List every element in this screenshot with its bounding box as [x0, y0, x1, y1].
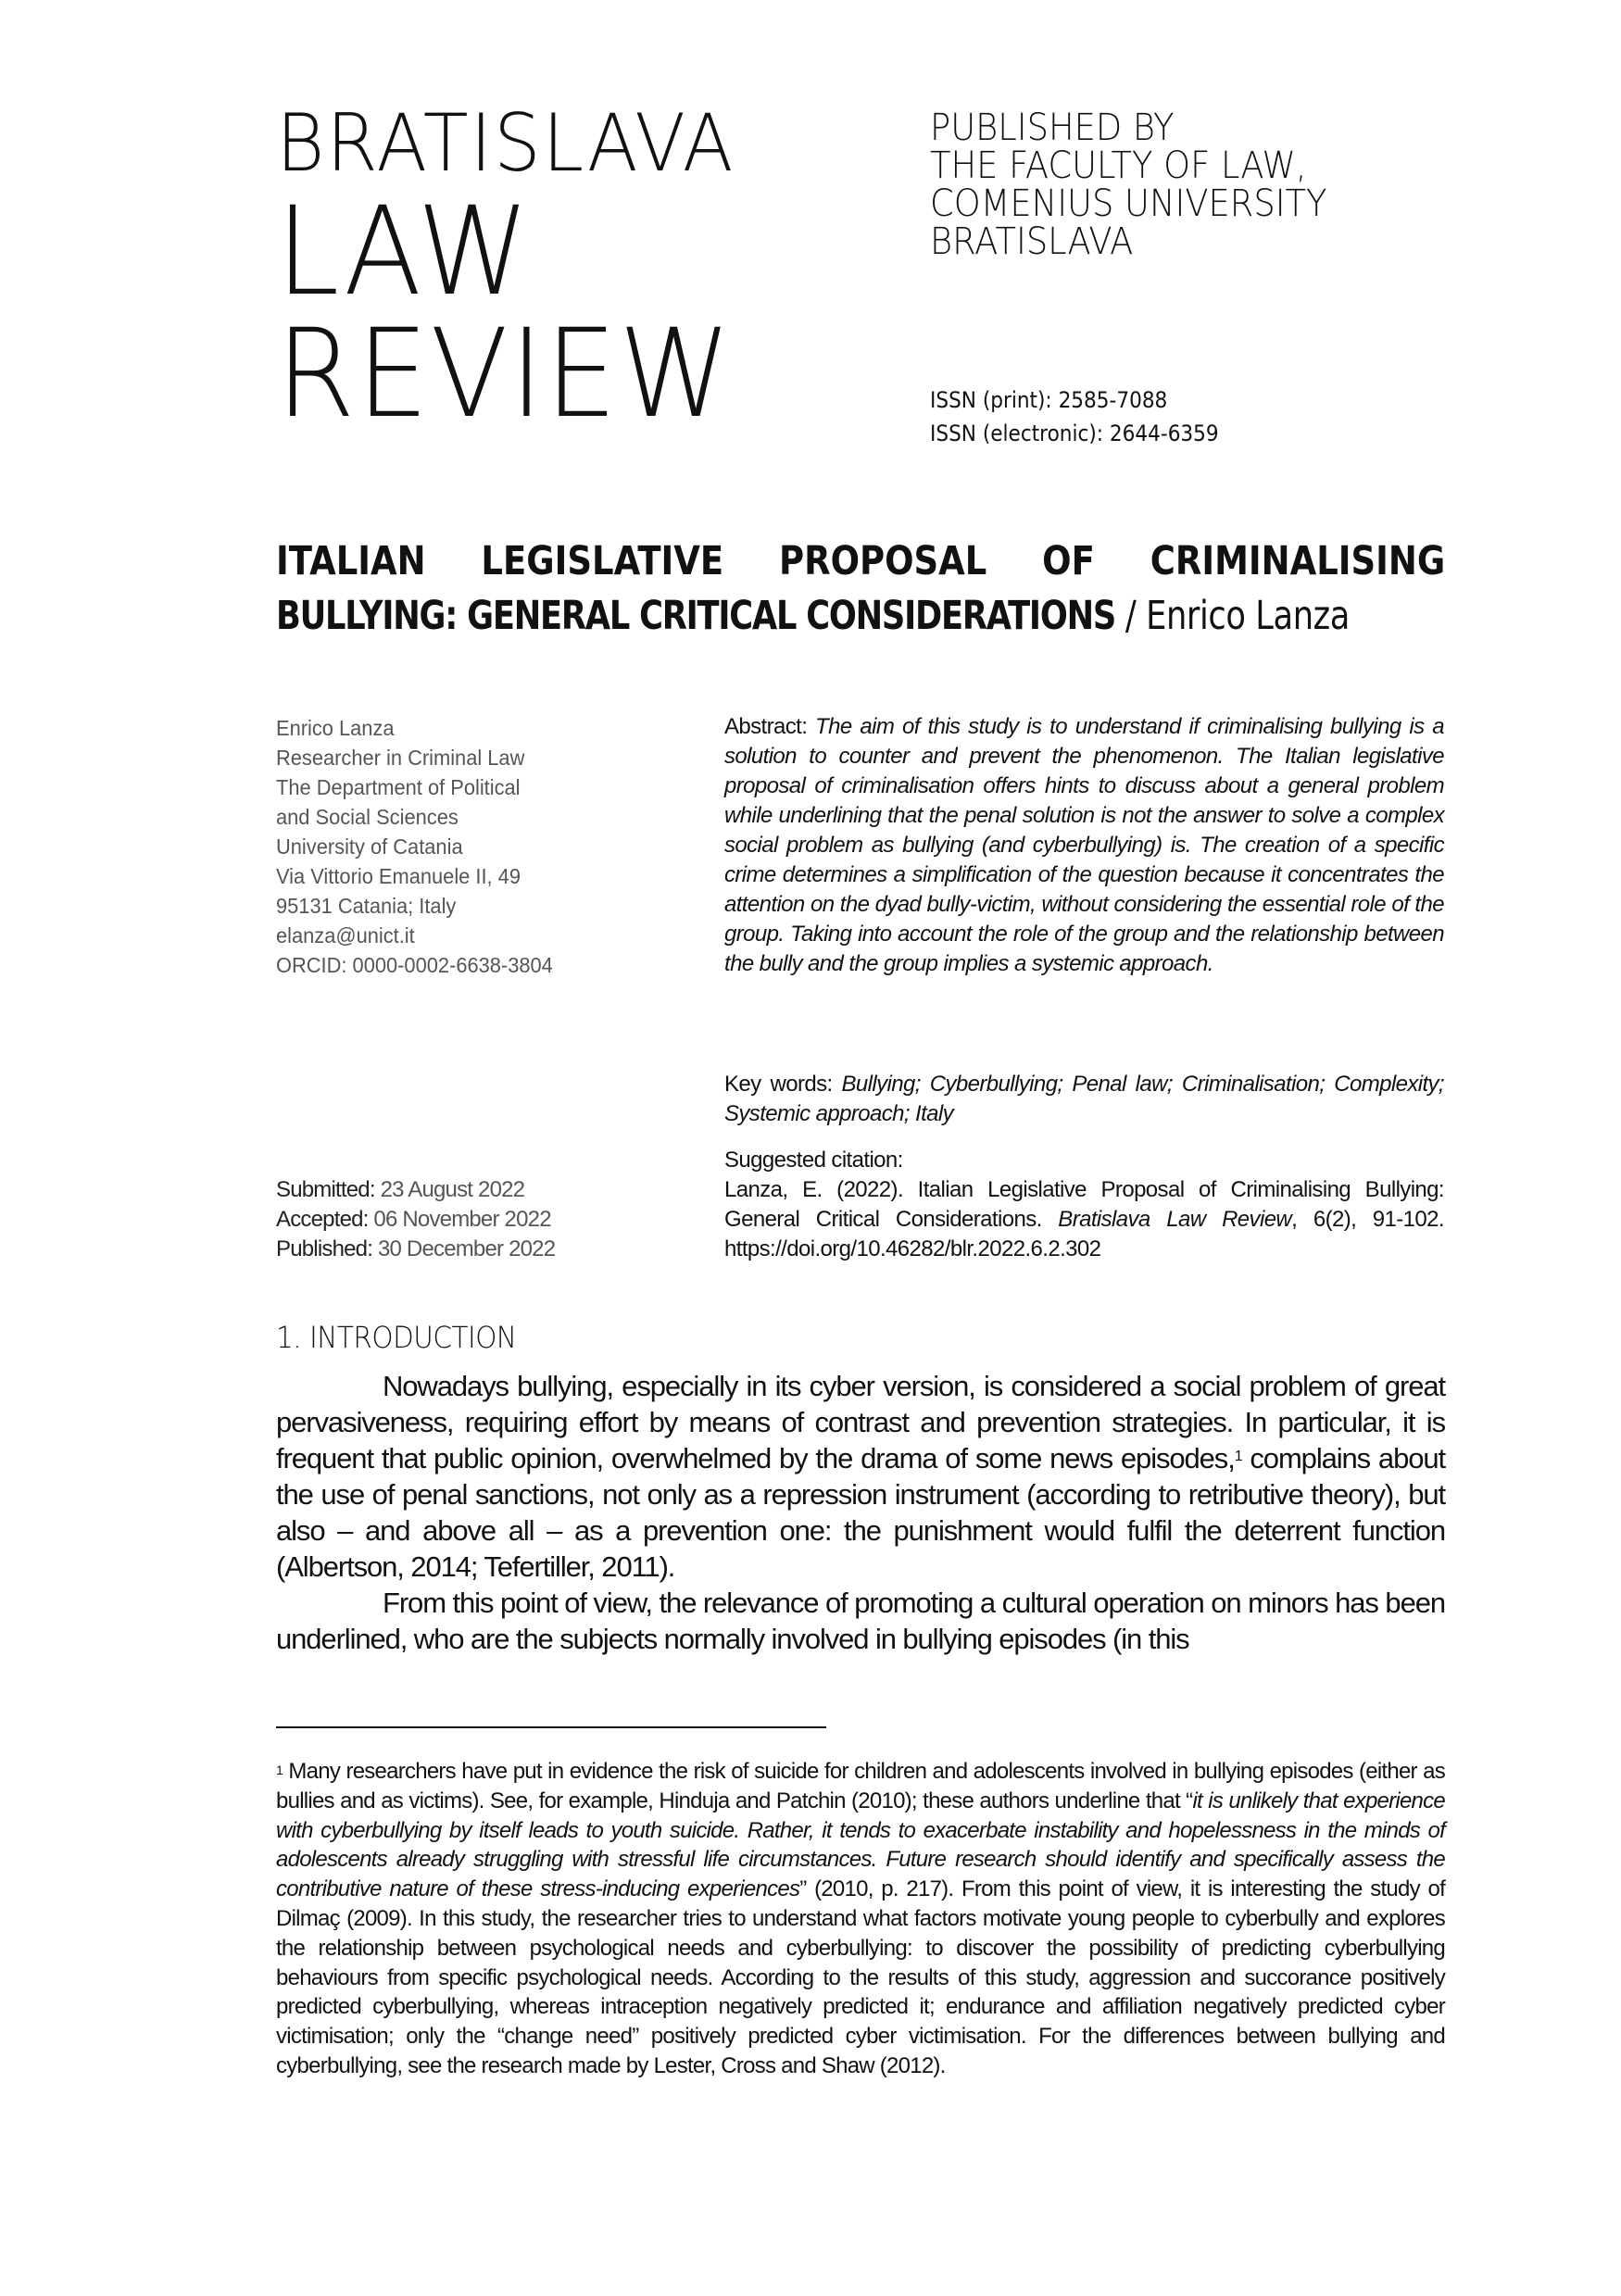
date-value: 23 August 2022: [380, 1177, 525, 1202]
footnote: [276, 1757, 1445, 2081]
keywords-text: Bullying; Cyberbullying; Penal law; Criminalisation; Complexity; Systemic approach; Italy: [724, 1072, 1444, 1126]
title-line-1: [276, 535, 1445, 587]
issn-print: ISSN (print): 2585-7088: [930, 387, 1168, 413]
author-street: Via Vittorio Emanuele II, 49: [276, 864, 521, 888]
suggested-citation: [724, 1146, 1444, 1264]
author-email[interactable]: elanza@unict.it: [276, 923, 415, 947]
footnote-number: 1: [276, 1763, 283, 1777]
abstract-label: Abstract:: [724, 714, 816, 739]
citation-part1: Lanza, E. (2022). Italian Legislative Proposal of Criminalising Bullying: General Critical Considerations.: [724, 1177, 1444, 1232]
date-label: Submitted:: [276, 1177, 381, 1202]
publisher-line: COMENIUS UNIVERSITY: [930, 182, 1327, 225]
title-line-2-text: BULLYING: GENERAL CRITICAL CONSIDERATIONS: [276, 593, 1116, 639]
paragraph: [276, 1368, 1445, 1585]
title-author: Enrico Lanza: [1146, 593, 1350, 639]
citation-journal: Bratislava Law Review: [1058, 1207, 1292, 1232]
publication-dates: [276, 1175, 555, 1264]
title-word: ITALIAN: [276, 538, 426, 584]
masthead-line-3: REVIEW: [276, 303, 734, 445]
footnote-quote: it is unlikely that experience with cyberbullying by itself leads to youth suicide. Rather, it tends to exacerbate instability and hopelessness in the minds of adolescents already struggling with stressful life circumstances. Future research should identify and specifically assess the contributive nature of these stress-inducing experiences: [276, 1788, 1446, 1902]
author-affiliation: [276, 713, 568, 980]
date-label: Published:: [276, 1236, 378, 1261]
publisher-line: PUBLISHED BY: [930, 107, 1175, 149]
paragraph-text: Nowadays bullying, especially in its cyber version, is considered a social problem of great pervasiveness, requiring effort by means of contrast and prevention strategies. In particular, it is frequent that public opinion, overwhelmed by the drama of some news episodes,: [276, 1370, 1445, 1474]
title-word: OF: [1042, 538, 1095, 584]
title-line-2: [276, 587, 1350, 645]
author-position: Researcher in Criminal Law: [276, 746, 525, 770]
issn-block: [930, 383, 1250, 450]
citation-part2[interactable]: , 6(2), 91-102. https://doi.org/10.46282/blr.2022.6.2.302: [724, 1207, 1444, 1261]
title-word: CRIMINALISING: [1150, 538, 1446, 584]
date-value: 06 November 2022: [373, 1207, 551, 1232]
keywords-label: Key words:: [724, 1072, 842, 1097]
footnote-ref[interactable]: 1: [1234, 1449, 1242, 1464]
masthead-line-2: LAW: [276, 181, 532, 323]
section-heading: 1. INTRODUCTION: [276, 1320, 517, 1355]
paragraph-text: complains about the use of penal sanctions, not only as a repression instrument (according to retributive theory), but also – and above all – as a prevention one: the punishment would fulfil the deterrent function (Albertson, 2014; Tefertiller, 2011).: [276, 1442, 1446, 1583]
issn-electronic: ISSN (electronic): 2644-6359: [930, 420, 1219, 446]
title-word: PROPOSAL: [778, 538, 987, 584]
citation-body: [724, 1175, 1444, 1264]
title-word: LEGISLATIVE: [481, 538, 724, 584]
date-submitted: [276, 1175, 555, 1205]
title-separator: /: [1115, 593, 1147, 639]
footnote-text: Many researchers have put in evidence the risk of suicide for children and adolescents involved in bullying episodes (either as bullies and as victims). See, for example, Hinduja and Patchin (2010); these authors underline that “: [276, 1759, 1445, 1813]
publisher-block: [930, 109, 1362, 261]
article-title: [276, 535, 1445, 645]
author-department: The Department of Political: [276, 775, 521, 799]
publisher-line: BRATISLAVA: [930, 220, 1134, 263]
author-university: University of Catania: [276, 834, 463, 859]
abstract-text: The aim of this study is to understand if criminalising bullying is a solution to counter and prevent the phenomenon. The Italian legislative proposal of criminalisation offers hints to discuss about a general problem while underlining that the penal solution is not the answer to solve a complex social problem as bullying (and cyberbullying) is. The creation of a specific crime determines a simplification of the question because it concentrates the attention on the dyad bully-victim, without considering the essential role of the group. Taking into account the role of the group and the relationship between the bully and the group implies a systemic approach.: [724, 714, 1444, 976]
publisher-line: THE FACULTY OF LAW,: [930, 144, 1307, 187]
author-orcid: ORCID: 0000-0002-6638-3804: [276, 953, 553, 977]
keywords: [724, 1070, 1444, 1129]
masthead-line-1: BRATISLAVA: [276, 97, 735, 190]
date-label: Accepted:: [276, 1207, 374, 1232]
footnote-divider: [276, 1726, 826, 1728]
author-name: Enrico Lanza: [276, 716, 395, 740]
author-city: 95131 Catania; Italy: [276, 894, 457, 918]
abstract: [724, 712, 1444, 979]
date-accepted: [276, 1205, 555, 1235]
date-value: 30 December 2022: [377, 1236, 556, 1261]
citation-label: Suggested citation:: [724, 1148, 903, 1173]
journal-masthead: [276, 97, 869, 445]
body-text: [276, 1368, 1445, 1657]
date-published: [276, 1235, 555, 1264]
footnote-text: ” (2010, p. 217). From this point of view, it is interesting the study of Dilmaç (2009). In this study, the researcher tries to understand what factors motivate young people to cyberbully and explores the relationship between psychological needs and cyberbullying: to discover the possibility of predicting cyberbullying behaviours from specific psychological needs. According to the results of this study, aggression and succorance positively predicted cyberbullying, whereas intraception negatively predicted it; endurance and affiliation negatively predicted cyber victimisation; only the “change need” positively predicted cyber victimisation. For the differences between bullying and cyberbullying, see the research made by Lester, Cross and Shaw (2012).: [276, 1876, 1446, 2078]
author-department-cont: and Social Sciences: [276, 805, 459, 829]
paragraph: From this point of view, the relevance of promoting a cultural operation on minors has been underlined, who are the subjects normally involved in bullying episodes (in this: [276, 1587, 1445, 1655]
